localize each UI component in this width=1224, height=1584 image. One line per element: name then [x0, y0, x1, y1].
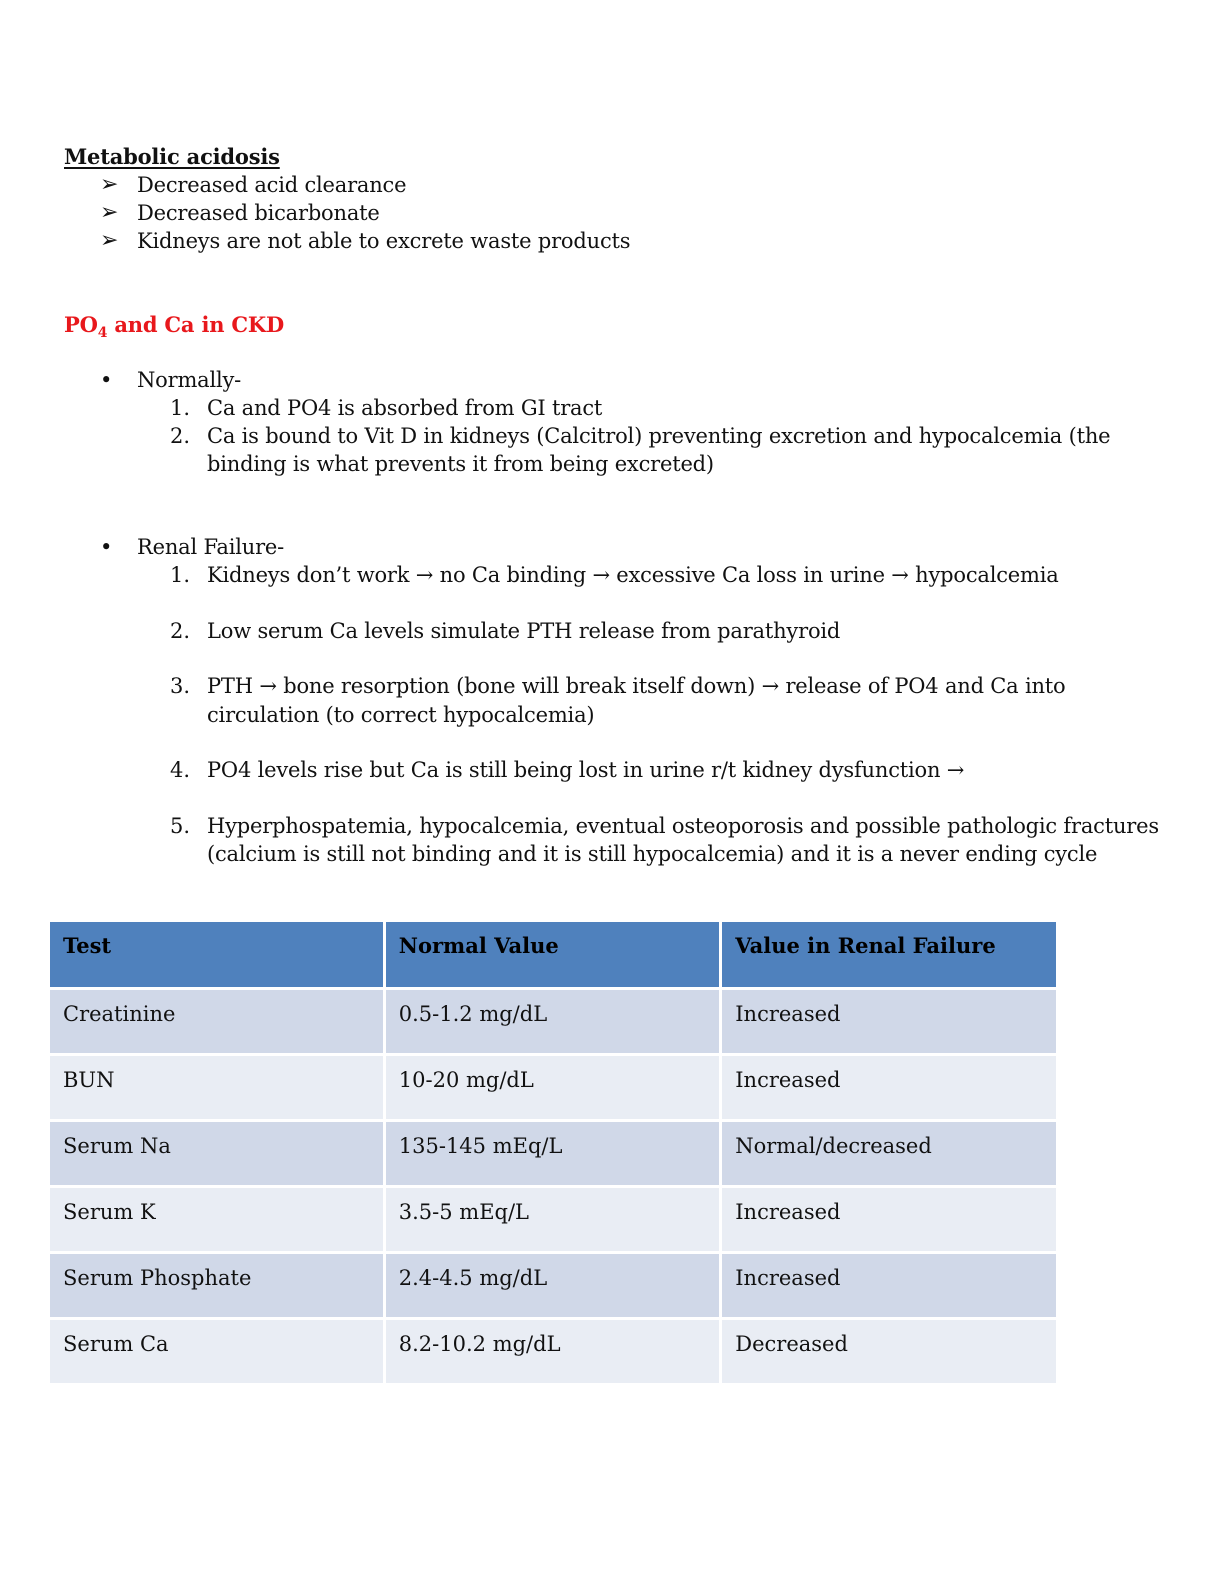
lab-values-table	[47, 919, 1059, 1386]
list-number: 3.	[169, 674, 190, 698]
table-row	[50, 1056, 1056, 1119]
cell-normal: 8.2-10.2 mg/dL	[386, 1320, 719, 1383]
bullet-dot-icon: •	[100, 368, 113, 392]
cell-test: Serum Ca	[50, 1320, 383, 1383]
normally-item-2: Ca is bound to Vit D in kidneys (Calcitrol) preventing excretion and hypocalcemia (the	[207, 424, 1111, 448]
cell-test: Serum K	[50, 1188, 383, 1251]
list-number: 2.	[169, 424, 190, 448]
acidosis-bullet-2: Decreased bicarbonate	[137, 201, 380, 225]
acidosis-bullet-3: Kidneys are not able to excrete waste products	[137, 229, 631, 253]
renal-item-1: Kidneys don’t work → no Ca binding → excessive Ca loss in urine → hypocalcemia	[207, 563, 1059, 587]
acidosis-bullet-1: Decreased acid clearance	[137, 173, 407, 197]
cell-normal: 10-20 mg/dL	[386, 1056, 719, 1119]
arrow-bullet-icon: ➢	[100, 200, 119, 225]
renal-failure-label: Renal Failure-	[137, 535, 285, 559]
renal-item-5: Hyperphospatemia, hypocalcemia, eventual osteoporosis and possible pathologic fractures	[207, 814, 1159, 838]
normally-item-2-cont: binding is what prevents it from being excreted)	[207, 452, 714, 476]
cell-renal: Increased	[722, 1188, 1056, 1251]
renal-item-4: PO4 levels rise but Ca is still being lost in urine r/t kidney dysfunction →	[207, 758, 965, 782]
renal-item-2: Low serum Ca levels simulate PTH release from parathyroid	[207, 619, 841, 643]
po4-heading-suffix: and Ca in CKD	[107, 312, 284, 337]
header-renal-value: Value in Renal Failure	[722, 922, 1056, 987]
normally-item-1: Ca and PO4 is absorbed from GI tract	[207, 396, 603, 420]
cell-normal: 3.5-5 mEq/L	[386, 1188, 719, 1251]
cell-normal: 0.5-1.2 mg/dL	[386, 990, 719, 1053]
arrow-bullet-icon: ➢	[100, 172, 119, 197]
cell-test: Creatinine	[50, 990, 383, 1053]
renal-item-5-cont: (calcium is still not binding and it is still hypocalcemia) and it is a never ending cycle	[207, 842, 1098, 866]
list-number: 1.	[169, 396, 190, 420]
list-number: 4.	[169, 758, 190, 782]
cell-renal: Normal/decreased	[722, 1122, 1056, 1185]
bullet-dot-icon: •	[100, 535, 113, 559]
po4-heading-prefix: PO	[64, 312, 98, 337]
table-row	[50, 1122, 1056, 1185]
header-test: Test	[50, 922, 383, 987]
po4-heading-subscript: 4	[97, 325, 108, 341]
table-row	[50, 1188, 1056, 1251]
renal-item-3-cont: circulation (to correct hypocalcemia)	[207, 703, 595, 727]
metabolic-acidosis-heading: Metabolic acidosis	[64, 144, 280, 169]
table-header-row	[50, 922, 1056, 987]
header-normal-value: Normal Value	[386, 922, 719, 987]
cell-renal: Increased	[722, 1254, 1056, 1317]
renal-item-3: PTH → bone resorption (bone will break itself down) → release of PO4 and Ca into	[207, 674, 1066, 698]
po4-ca-heading	[64, 311, 284, 342]
cell-test: Serum Na	[50, 1122, 383, 1185]
cell-renal: Increased	[722, 1056, 1056, 1119]
table-row	[50, 1320, 1056, 1383]
table-row	[50, 990, 1056, 1053]
list-number: 5.	[169, 814, 190, 838]
list-number: 2.	[169, 619, 190, 643]
cell-renal: Decreased	[722, 1320, 1056, 1383]
cell-normal: 135-145 mEq/L	[386, 1122, 719, 1185]
list-number: 1.	[169, 563, 190, 587]
table-row	[50, 1254, 1056, 1317]
cell-renal: Increased	[722, 990, 1056, 1053]
cell-test: Serum Phosphate	[50, 1254, 383, 1317]
cell-test: BUN	[50, 1056, 383, 1119]
normally-label: Normally-	[137, 368, 242, 392]
arrow-bullet-icon: ➢	[100, 228, 119, 253]
cell-normal: 2.4-4.5 mg/dL	[386, 1254, 719, 1317]
